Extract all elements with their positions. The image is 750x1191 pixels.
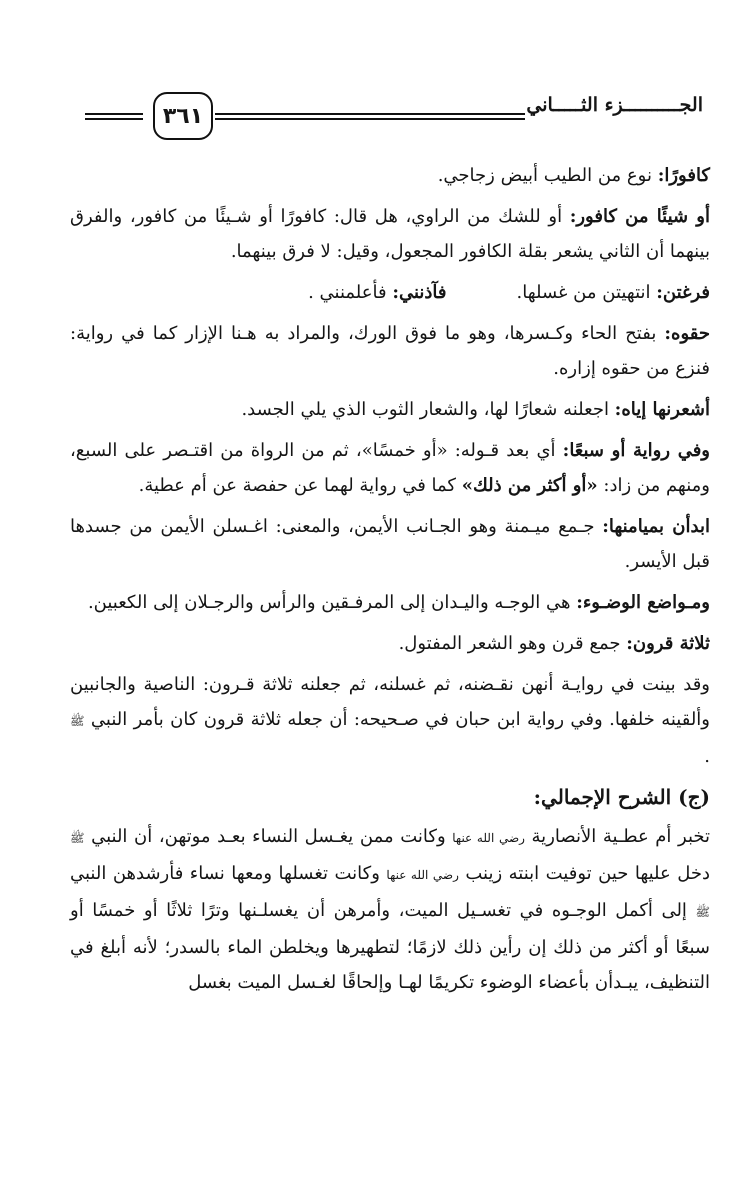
gloss-term: فرغتن:: [656, 282, 710, 303]
gloss-text: أي بعد قـوله: «أو خمسًا»، ثم من الرواة من اقتـصر على السبع، ومنهم من زاد:: [70, 440, 710, 496]
page-number-text: ٣٦١: [162, 103, 204, 129]
gloss-term: ثلاثة قرون:: [626, 633, 710, 654]
quoted-phrase: «أو أكثر من ذلك»: [461, 475, 598, 496]
gloss-term: حقوه:: [664, 323, 710, 344]
gloss-term: ومـواضع الوضـوء:: [576, 592, 710, 613]
radiallahu-glyph: رضي الله عنها: [452, 831, 525, 845]
gloss-paragraph: [70, 433, 710, 503]
body-text: [70, 158, 710, 1006]
gloss-term: أشعرنها إياه:: [614, 399, 710, 420]
gloss-term: كافورًا:: [657, 165, 710, 186]
gloss-text: بفتح الحاء وكـسرها، وهو ما فوق الورك، والمراد به هـنا الإزار كما في رواية: فنزع من حقوه إزاره.: [70, 323, 710, 379]
gloss-term: فآذنني:: [392, 282, 447, 303]
radiallahu-glyph: رضي الله عنها: [386, 868, 459, 882]
gloss-text: كما في رواية لهما عن حفصة عن أم عطية.: [138, 475, 462, 496]
page-header: [85, 90, 703, 140]
section-heading: (ج) الشرح الإجمالي:: [533, 785, 710, 809]
gloss-paragraph: [70, 585, 710, 620]
running-title: الجــــــــــزء الثـــــاني: [526, 94, 703, 116]
gloss-paragraph: [70, 316, 710, 386]
gloss-text: أو للشك من الراوي، هل قال: كافورًا أو شـيئًا من كافور، والفرق بينهما أن الثاني يشعر بقلة الكافور المجعول، وقيل: لا فرق بينهما.: [70, 206, 710, 262]
paragraph-text: دخل عليها حين توفيت ابنته زينب: [458, 863, 710, 884]
gloss-term: وفي رواية أو سبعًا:: [562, 440, 710, 461]
salawat-glyph: ﷺ: [695, 905, 710, 919]
page-number: [153, 92, 213, 140]
header-double-rule-right: [215, 110, 525, 122]
gloss-text: هي الوجـه واليـدان إلى المرفـقين والرأس والرجـلان إلى الكعبين.: [87, 592, 577, 613]
header-double-rule-left: [85, 110, 143, 122]
body-paragraph: [70, 667, 710, 774]
gloss-paragraph: [70, 509, 710, 579]
body-paragraph: [70, 819, 710, 1000]
gloss-text: نوع من الطيب أبيض زجاجي.: [437, 165, 658, 186]
paragraph-text: .: [704, 746, 710, 767]
paragraph-text: وكانت ممن يغـسل النساء بعـد موتهن، أن النبي: [84, 826, 453, 847]
gloss-paragraph: [70, 158, 710, 193]
gloss-text: انتهيتن من غسلها.: [516, 282, 657, 303]
gloss-term: أو شيئًا من كافور:: [569, 206, 710, 227]
salawat-glyph: ﷺ: [70, 714, 85, 728]
gloss-text: اجعلنه شعارًا لها، والشعار الثوب الذي يلي الجسد.: [241, 399, 615, 420]
gloss-term: ابدأن بميامنها:: [602, 516, 710, 537]
gloss-paragraph: [70, 392, 710, 427]
paragraph-text: إلى أكمل الوجـوه في تغسـيل الميت، وأمرهن أن يغسلـنها وترًا ثلاثًا أو خمسًا أو سبعًا أو أكثر من ذلك إن رأين ذلك لازمًا؛ لتطهيرها ويخلطن الماء بالسدر؛ لأنه أبلغ في التنظيف، يبـدأن بأعضاء الوضوء تكريمًا لهـا وإلحاقًا لغـسل الميت بغسل: [70, 900, 710, 993]
gloss-paragraph: [70, 199, 710, 269]
gloss-text: جمع قرن وهو الشعر المفتول.: [398, 633, 627, 654]
gloss-paragraph: [70, 275, 710, 310]
gloss-text: فأعلمنني .: [308, 282, 393, 303]
paragraph-text: تخبر أم عطـية الأنصارية: [524, 826, 711, 847]
gloss-paragraph: [70, 626, 710, 661]
paragraph-text: وكانت تغسلها ومعها نساء فأرشدهن النبي: [70, 863, 387, 884]
gloss-text: جـمع ميـمنة وهو الجـانب الأيمن، والمعنى: اغـسلن الأيمن من جسدها قبل الأيسر.: [70, 516, 710, 572]
paragraph-text: وقد بينت في روايـة أنهن نقـضنه، ثم غسلنه، ثم جعلنه ثلاثة قـرون: الناصية والجانبين وألقينه خلفها. وفي رواية ابن حبان في صـحيحه: أن جعله ثلاثة قرون كان بأمر النبي: [70, 674, 710, 730]
salawat-glyph: ﷺ: [70, 831, 85, 845]
